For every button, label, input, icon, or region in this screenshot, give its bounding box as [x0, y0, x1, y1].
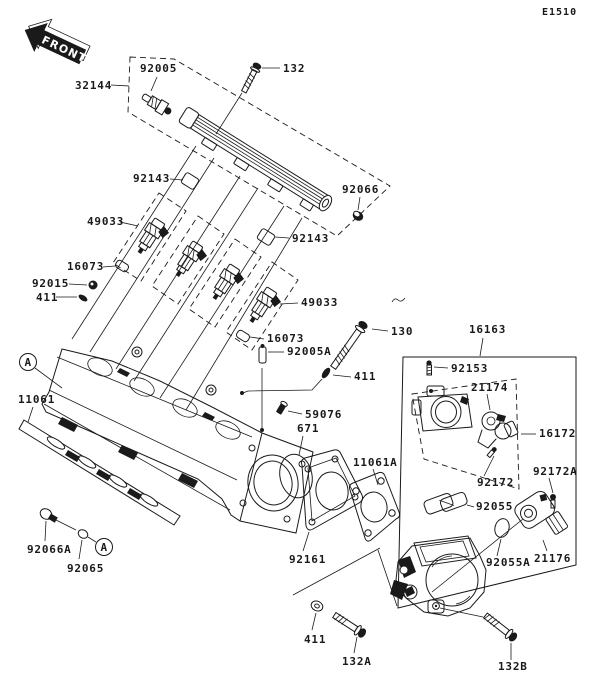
label-11061a: 11061A — [353, 456, 398, 469]
callout-a-upper — [20, 354, 37, 371]
page-code: E1510 — [542, 7, 578, 18]
label-132: 132 — [283, 62, 306, 75]
gasket-11061a-part — [349, 472, 399, 541]
label-16073-right: 16073 — [267, 332, 305, 345]
label-92161: 92161 — [289, 553, 327, 566]
front-arrow-icon — [18, 11, 95, 73]
bolt-132a-part — [331, 610, 368, 639]
label-671: 671 — [297, 422, 320, 435]
callout-a-upper-label: A — [24, 356, 32, 369]
label-130: 130 — [391, 325, 414, 338]
plug-92066a-part — [38, 507, 59, 525]
washer-411-bottom-part — [310, 599, 325, 613]
boss-dot — [240, 391, 244, 395]
label-92143-lower: 92143 — [292, 232, 330, 245]
label-92066: 92066 — [342, 183, 380, 196]
cushion-16073-right-part — [235, 329, 250, 343]
label-16073-left: 16073 — [67, 260, 105, 273]
throttle-valve-part — [412, 386, 472, 431]
part-labels — [18, 62, 578, 673]
label-92172: 92172 — [477, 476, 515, 489]
washer-leader-step — [243, 379, 322, 393]
label-59076: 59076 — [305, 408, 343, 421]
fuel-injector-4 — [245, 286, 284, 330]
label-49033-right: 49033 — [301, 296, 339, 309]
bracket-92055-part — [423, 488, 468, 518]
seal-92065-part — [77, 528, 90, 540]
callout-a-lower — [96, 539, 113, 556]
label-92066a: 92066A — [27, 543, 72, 556]
label-411-left: 411 — [36, 291, 59, 304]
rail-group-outline — [128, 57, 390, 236]
label-49033-left: 49033 — [87, 215, 125, 228]
label-132b: 132B — [498, 660, 528, 673]
pin-92005a-part — [259, 344, 266, 432]
injector-group-outlines — [113, 193, 298, 350]
fuel-rail — [175, 106, 334, 218]
label-16172: 16172 — [539, 427, 577, 440]
nut-92015-part — [89, 281, 98, 290]
label-92005a: 92005A — [287, 345, 332, 358]
label-11061: 11061 — [18, 393, 56, 406]
label-92143-upper: 92143 — [133, 172, 171, 185]
throttle-body-part — [390, 536, 486, 616]
label-21176: 21176 — [534, 552, 572, 565]
sensor-92005 — [140, 90, 175, 118]
label-92065: 92065 — [67, 562, 105, 575]
label-92005: 92005 — [140, 62, 178, 75]
label-32144: 32144 — [75, 79, 113, 92]
fuel-injector-3 — [208, 263, 247, 307]
label-92153: 92153 — [451, 362, 489, 375]
label-411-bottom: 411 — [304, 633, 327, 646]
screw-92153-part — [426, 360, 431, 375]
damper-92143-upper-part — [180, 172, 199, 190]
label-411-mid: 411 — [354, 370, 377, 383]
label-92055: 92055 — [476, 500, 514, 513]
washer-411-left-part — [77, 293, 88, 303]
label-16163: 16163 — [469, 323, 507, 336]
label-92172a: 92172A — [533, 465, 578, 478]
label-92015: 92015 — [32, 277, 70, 290]
break-squiggle — [392, 298, 405, 302]
fuel-injector-1 — [133, 217, 172, 261]
sensor-21176-part — [512, 488, 568, 547]
callout-a-lower-label: A — [100, 541, 108, 554]
washer-411-mid-part — [320, 366, 332, 379]
bolt-130-part — [329, 319, 370, 371]
bolt-132-part — [239, 61, 262, 94]
actuator-21174-part — [478, 412, 518, 448]
label-21174: 21174 — [471, 381, 509, 394]
front-arrow-label: FRONT — [39, 33, 89, 66]
damper-92143-lower-part — [256, 228, 275, 246]
bolt-132b-part — [482, 611, 519, 643]
intake-manifold — [42, 347, 313, 533]
label-132a: 132A — [342, 655, 372, 668]
stud-59076-part — [275, 400, 288, 415]
label-92055a: 92055A — [486, 556, 531, 569]
fuel-injector-2 — [171, 240, 210, 284]
cushion-16073-left-part — [114, 259, 129, 273]
